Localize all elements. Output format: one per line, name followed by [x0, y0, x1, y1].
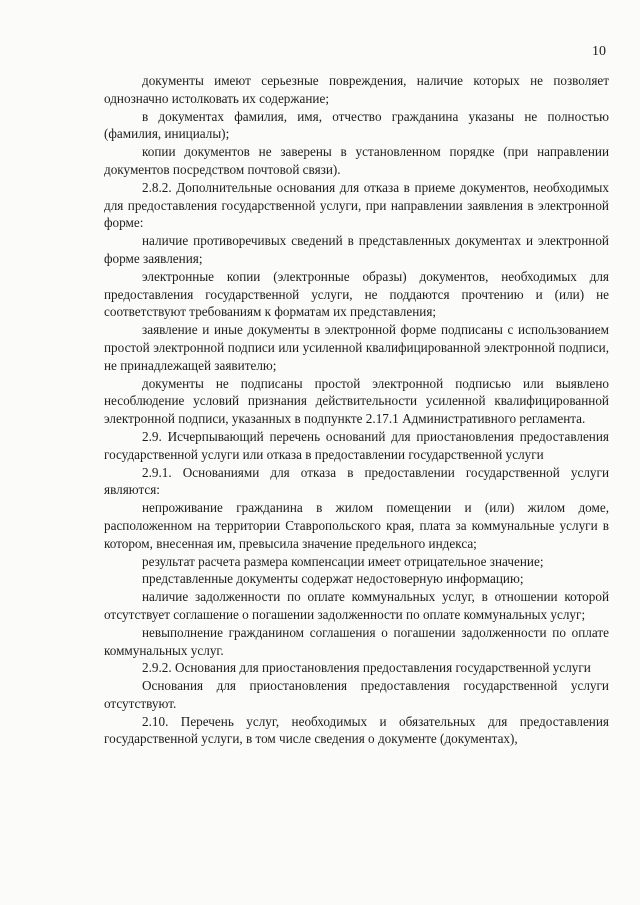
paragraph: непроживание гражданина в жилом помещении и (или) жилом доме, расположенном на территории Ставропольского края, плата за коммунальные услуги в котором, внесенная им, превысила значение предельного индекса; [104, 500, 609, 551]
paragraph: невыполнение гражданином соглашения о погашении задолженности по оплате коммунальных услуг. [104, 624, 609, 658]
paragraph: Основания для приостановления предоставления государственной услуги отсутствуют. [104, 678, 609, 711]
paragraph: документы имеют серьезные повреждения, наличие которых не позволяет однозначно истолковать их содержание; [104, 73, 609, 106]
paragraph: в документах фамилия, имя, отчество гражданина указаны не полностью (фамилия, инициалы); [104, 108, 609, 142]
paragraph: документы не подписаны простой электронной подписью или выявлено несоблюдение условий признания действительности усиленной квалифицированной электронной подписи, указанных в подпункте 2.17.1 Административного регламента. [104, 375, 609, 427]
paragraph: наличие задолженности по оплате коммунальных услуг, в отношении которой отсутствует соглашение о погашении задолженности по оплате коммунальных услуг; [104, 589, 609, 622]
paragraph: 2.9.1. Основаниями для отказа в предоставлении государственной услуги являются: [104, 464, 609, 498]
page-number: 10 [592, 44, 606, 59]
paragraph: 2.8.2. Дополнительные основания для отказа в приеме документов, необходимых для предоставления государственной услуги, при направлении заявления в электронной форме: [104, 179, 609, 231]
paragraph: наличие противоречивых сведений в представленных документах и электронной форме заявления; [104, 233, 609, 266]
paragraph: копии документов не заверены в установленном порядке (при направлении документов посредством почтовой связи). [104, 144, 609, 177]
section-heading: 2.9. Исчерпывающий перечень оснований для приостановления предоставления государственной услуги или отказа в предоставлении государственной услуги [104, 428, 609, 462]
document-body [104, 72, 609, 748]
section-heading: 2.10. Перечень услуг, необходимых и обязательных для предоставления государственной услуги, в том числе сведения о документе (документах), [104, 713, 609, 747]
paragraph: заявление и иные документы в электронной форме подписаны с использованием простой электронной подписи или усиленной квалифицированной электронной подписи, не принадлежащей заявителю; [104, 322, 609, 373]
paragraph: результат расчета размера компенсации имеет отрицательное значение; [142, 553, 544, 569]
paragraph: электронные копии (электронные образы) документов, необходимых для предоставления государственной услуги, не поддаются прочтению и (или) не соответствуют требованиям к форматам их представления; [104, 268, 609, 320]
section-heading: 2.9.2. Основания для приостановления предоставления государственной услуги [142, 660, 591, 676]
paragraph: представленные документы содержат недостоверную информацию; [142, 571, 524, 587]
